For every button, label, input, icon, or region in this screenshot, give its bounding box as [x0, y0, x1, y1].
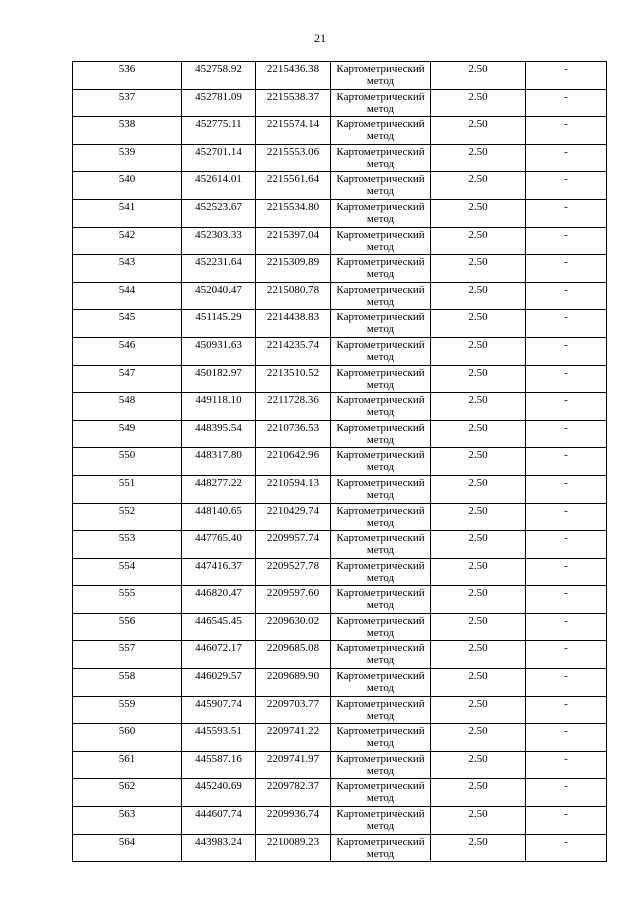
y-coordinate-cell: 2215080.78 — [256, 282, 331, 310]
method-cell: Картометрический метод — [331, 172, 431, 200]
y-coordinate-cell: 2215561.64 — [256, 172, 331, 200]
y-coordinate-cell: 2215397.04 — [256, 227, 331, 255]
accuracy-cell: 2.50 — [431, 282, 526, 310]
point-number-cell: 559 — [73, 696, 182, 724]
point-number-cell: 537 — [73, 89, 182, 117]
table-row — [73, 641, 607, 669]
method-cell: Картометрический метод — [331, 420, 431, 448]
y-coordinate-cell: 2210429.74 — [256, 503, 331, 531]
table-row — [73, 834, 607, 862]
table-row — [73, 199, 607, 227]
y-coordinate-cell: 2215553.06 — [256, 144, 331, 172]
x-coordinate-cell: 446029.57 — [182, 669, 256, 697]
accuracy-cell: 2.50 — [431, 613, 526, 641]
y-coordinate-cell: 2215538.37 — [256, 89, 331, 117]
x-coordinate-cell: 452040.47 — [182, 282, 256, 310]
table-row — [73, 420, 607, 448]
accuracy-cell: 2.50 — [431, 586, 526, 614]
method-cell: Картометрический метод — [331, 586, 431, 614]
x-coordinate-cell: 452701.14 — [182, 144, 256, 172]
y-coordinate-cell: 2210642.96 — [256, 448, 331, 476]
x-coordinate-cell: 448277.22 — [182, 475, 256, 503]
accuracy-cell: 2.50 — [431, 531, 526, 559]
point-number-cell: 556 — [73, 613, 182, 641]
x-coordinate-cell: 444607.74 — [182, 807, 256, 835]
method-cell: Картометрический метод — [331, 310, 431, 338]
note-cell: - — [526, 475, 607, 503]
accuracy-cell: 2.50 — [431, 255, 526, 283]
point-number-cell: 540 — [73, 172, 182, 200]
note-cell: - — [526, 696, 607, 724]
note-cell: - — [526, 393, 607, 421]
coordinates-table-body — [73, 62, 607, 862]
x-coordinate-cell: 452775.11 — [182, 117, 256, 145]
note-cell: - — [526, 669, 607, 697]
x-coordinate-cell: 450182.97 — [182, 365, 256, 393]
method-cell: Картометрический метод — [331, 365, 431, 393]
point-number-cell: 558 — [73, 669, 182, 697]
point-number-cell: 538 — [73, 117, 182, 145]
table-row — [73, 282, 607, 310]
point-number-cell: 546 — [73, 337, 182, 365]
accuracy-cell: 2.50 — [431, 751, 526, 779]
accuracy-cell: 2.50 — [431, 420, 526, 448]
x-coordinate-cell: 446545.45 — [182, 613, 256, 641]
table-row — [73, 62, 607, 90]
note-cell: - — [526, 724, 607, 752]
note-cell: - — [526, 144, 607, 172]
table-row — [73, 586, 607, 614]
note-cell: - — [526, 613, 607, 641]
y-coordinate-cell: 2209782.37 — [256, 779, 331, 807]
y-coordinate-cell: 2209741.97 — [256, 751, 331, 779]
table-row — [73, 365, 607, 393]
method-cell: Картометрический метод — [331, 724, 431, 752]
note-cell: - — [526, 199, 607, 227]
method-cell: Картометрический метод — [331, 282, 431, 310]
table-row — [73, 310, 607, 338]
accuracy-cell: 2.50 — [431, 558, 526, 586]
y-coordinate-cell: 2209685.08 — [256, 641, 331, 669]
y-coordinate-cell: 2214438.83 — [256, 310, 331, 338]
note-cell: - — [526, 834, 607, 862]
table-row — [73, 255, 607, 283]
point-number-cell: 543 — [73, 255, 182, 283]
point-number-cell: 544 — [73, 282, 182, 310]
table-row — [73, 779, 607, 807]
accuracy-cell: 2.50 — [431, 89, 526, 117]
note-cell: - — [526, 227, 607, 255]
x-coordinate-cell: 452614.01 — [182, 172, 256, 200]
note-cell: - — [526, 365, 607, 393]
table-row — [73, 475, 607, 503]
table-row — [73, 144, 607, 172]
x-coordinate-cell: 450931.63 — [182, 337, 256, 365]
y-coordinate-cell: 2209527.78 — [256, 558, 331, 586]
method-cell: Картометрический метод — [331, 641, 431, 669]
table-row — [73, 448, 607, 476]
x-coordinate-cell: 452758.92 — [182, 62, 256, 90]
y-coordinate-cell: 2214235.74 — [256, 337, 331, 365]
x-coordinate-cell: 452523.67 — [182, 199, 256, 227]
method-cell: Картометрический метод — [331, 448, 431, 476]
y-coordinate-cell: 2209597.60 — [256, 586, 331, 614]
table-row — [73, 696, 607, 724]
note-cell: - — [526, 641, 607, 669]
note-cell: - — [526, 172, 607, 200]
table-row — [73, 227, 607, 255]
table-row — [73, 807, 607, 835]
accuracy-cell: 2.50 — [431, 199, 526, 227]
x-coordinate-cell: 451145.29 — [182, 310, 256, 338]
note-cell: - — [526, 448, 607, 476]
y-coordinate-cell: 2215574.14 — [256, 117, 331, 145]
point-number-cell: 552 — [73, 503, 182, 531]
x-coordinate-cell: 445593.51 — [182, 724, 256, 752]
x-coordinate-cell: 448317.80 — [182, 448, 256, 476]
x-coordinate-cell: 448395.54 — [182, 420, 256, 448]
y-coordinate-cell: 2209936.74 — [256, 807, 331, 835]
method-cell: Картометрический метод — [331, 117, 431, 145]
y-coordinate-cell: 2210736.53 — [256, 420, 331, 448]
y-coordinate-cell: 2215309.89 — [256, 255, 331, 283]
method-cell: Картометрический метод — [331, 531, 431, 559]
x-coordinate-cell: 447416.37 — [182, 558, 256, 586]
x-coordinate-cell: 448140.65 — [182, 503, 256, 531]
point-number-cell: 545 — [73, 310, 182, 338]
accuracy-cell: 2.50 — [431, 724, 526, 752]
table-row — [73, 613, 607, 641]
note-cell: - — [526, 62, 607, 90]
point-number-cell: 536 — [73, 62, 182, 90]
note-cell: - — [526, 751, 607, 779]
note-cell: - — [526, 310, 607, 338]
table-row — [73, 89, 607, 117]
x-coordinate-cell: 445240.69 — [182, 779, 256, 807]
accuracy-cell: 2.50 — [431, 779, 526, 807]
method-cell: Картометрический метод — [331, 503, 431, 531]
table-row — [73, 503, 607, 531]
x-coordinate-cell: 452303.33 — [182, 227, 256, 255]
y-coordinate-cell: 2209741.22 — [256, 724, 331, 752]
point-number-cell: 557 — [73, 641, 182, 669]
method-cell: Картометрический метод — [331, 751, 431, 779]
note-cell: - — [526, 503, 607, 531]
point-number-cell: 541 — [73, 199, 182, 227]
note-cell: - — [526, 89, 607, 117]
point-number-cell: 547 — [73, 365, 182, 393]
accuracy-cell: 2.50 — [431, 834, 526, 862]
accuracy-cell: 2.50 — [431, 475, 526, 503]
accuracy-cell: 2.50 — [431, 393, 526, 421]
y-coordinate-cell: 2209703.77 — [256, 696, 331, 724]
point-number-cell: 562 — [73, 779, 182, 807]
accuracy-cell: 2.50 — [431, 62, 526, 90]
note-cell: - — [526, 420, 607, 448]
table-row — [73, 724, 607, 752]
y-coordinate-cell: 2211728.36 — [256, 393, 331, 421]
note-cell: - — [526, 558, 607, 586]
accuracy-cell: 2.50 — [431, 365, 526, 393]
note-cell: - — [526, 779, 607, 807]
method-cell: Картометрический метод — [331, 475, 431, 503]
x-coordinate-cell: 445587.16 — [182, 751, 256, 779]
x-coordinate-cell: 446820.47 — [182, 586, 256, 614]
method-cell: Картометрический метод — [331, 62, 431, 90]
method-cell: Картометрический метод — [331, 337, 431, 365]
method-cell: Картометрический метод — [331, 696, 431, 724]
table-row — [73, 393, 607, 421]
note-cell: - — [526, 282, 607, 310]
point-number-cell: 550 — [73, 448, 182, 476]
method-cell: Картометрический метод — [331, 669, 431, 697]
note-cell: - — [526, 531, 607, 559]
accuracy-cell: 2.50 — [431, 117, 526, 145]
x-coordinate-cell: 446072.17 — [182, 641, 256, 669]
accuracy-cell: 2.50 — [431, 310, 526, 338]
method-cell: Картометрический метод — [331, 558, 431, 586]
point-number-cell: 555 — [73, 586, 182, 614]
method-cell: Картометрический метод — [331, 144, 431, 172]
table-row — [73, 669, 607, 697]
x-coordinate-cell: 452781.09 — [182, 89, 256, 117]
method-cell: Картометрический метод — [331, 834, 431, 862]
x-coordinate-cell: 449118.10 — [182, 393, 256, 421]
point-number-cell: 549 — [73, 420, 182, 448]
y-coordinate-cell: 2210089.23 — [256, 834, 331, 862]
method-cell: Картометрический метод — [331, 199, 431, 227]
table-row — [73, 337, 607, 365]
accuracy-cell: 2.50 — [431, 807, 526, 835]
accuracy-cell: 2.50 — [431, 669, 526, 697]
x-coordinate-cell: 452231.64 — [182, 255, 256, 283]
method-cell: Картометрический метод — [331, 89, 431, 117]
point-number-cell: 551 — [73, 475, 182, 503]
note-cell: - — [526, 337, 607, 365]
accuracy-cell: 2.50 — [431, 172, 526, 200]
method-cell: Картометрический метод — [331, 779, 431, 807]
accuracy-cell: 2.50 — [431, 503, 526, 531]
point-number-cell: 560 — [73, 724, 182, 752]
method-cell: Картометрический метод — [331, 613, 431, 641]
method-cell: Картометрический метод — [331, 807, 431, 835]
point-number-cell: 561 — [73, 751, 182, 779]
table-row — [73, 172, 607, 200]
accuracy-cell: 2.50 — [431, 337, 526, 365]
note-cell: - — [526, 807, 607, 835]
table-row — [73, 531, 607, 559]
note-cell: - — [526, 255, 607, 283]
note-cell: - — [526, 117, 607, 145]
y-coordinate-cell: 2209957.74 — [256, 531, 331, 559]
accuracy-cell: 2.50 — [431, 641, 526, 669]
x-coordinate-cell: 445907.74 — [182, 696, 256, 724]
page-number: 21 — [314, 31, 326, 45]
point-number-cell: 539 — [73, 144, 182, 172]
method-cell: Картометрический метод — [331, 227, 431, 255]
y-coordinate-cell: 2215436.38 — [256, 62, 331, 90]
table-row — [73, 558, 607, 586]
point-number-cell: 542 — [73, 227, 182, 255]
point-number-cell: 548 — [73, 393, 182, 421]
point-number-cell: 554 — [73, 558, 182, 586]
method-cell: Картометрический метод — [331, 393, 431, 421]
y-coordinate-cell: 2210594.13 — [256, 475, 331, 503]
method-cell: Картометрический метод — [331, 255, 431, 283]
accuracy-cell: 2.50 — [431, 227, 526, 255]
y-coordinate-cell: 2213510.52 — [256, 365, 331, 393]
point-number-cell: 563 — [73, 807, 182, 835]
coordinates-table — [72, 61, 607, 862]
point-number-cell: 564 — [73, 834, 182, 862]
y-coordinate-cell: 2209630.02 — [256, 613, 331, 641]
accuracy-cell: 2.50 — [431, 144, 526, 172]
table-row — [73, 117, 607, 145]
x-coordinate-cell: 443983.24 — [182, 834, 256, 862]
note-cell: - — [526, 586, 607, 614]
y-coordinate-cell: 2209689.90 — [256, 669, 331, 697]
x-coordinate-cell: 447765.40 — [182, 531, 256, 559]
accuracy-cell: 2.50 — [431, 696, 526, 724]
y-coordinate-cell: 2215534.80 — [256, 199, 331, 227]
table-row — [73, 751, 607, 779]
accuracy-cell: 2.50 — [431, 448, 526, 476]
point-number-cell: 553 — [73, 531, 182, 559]
